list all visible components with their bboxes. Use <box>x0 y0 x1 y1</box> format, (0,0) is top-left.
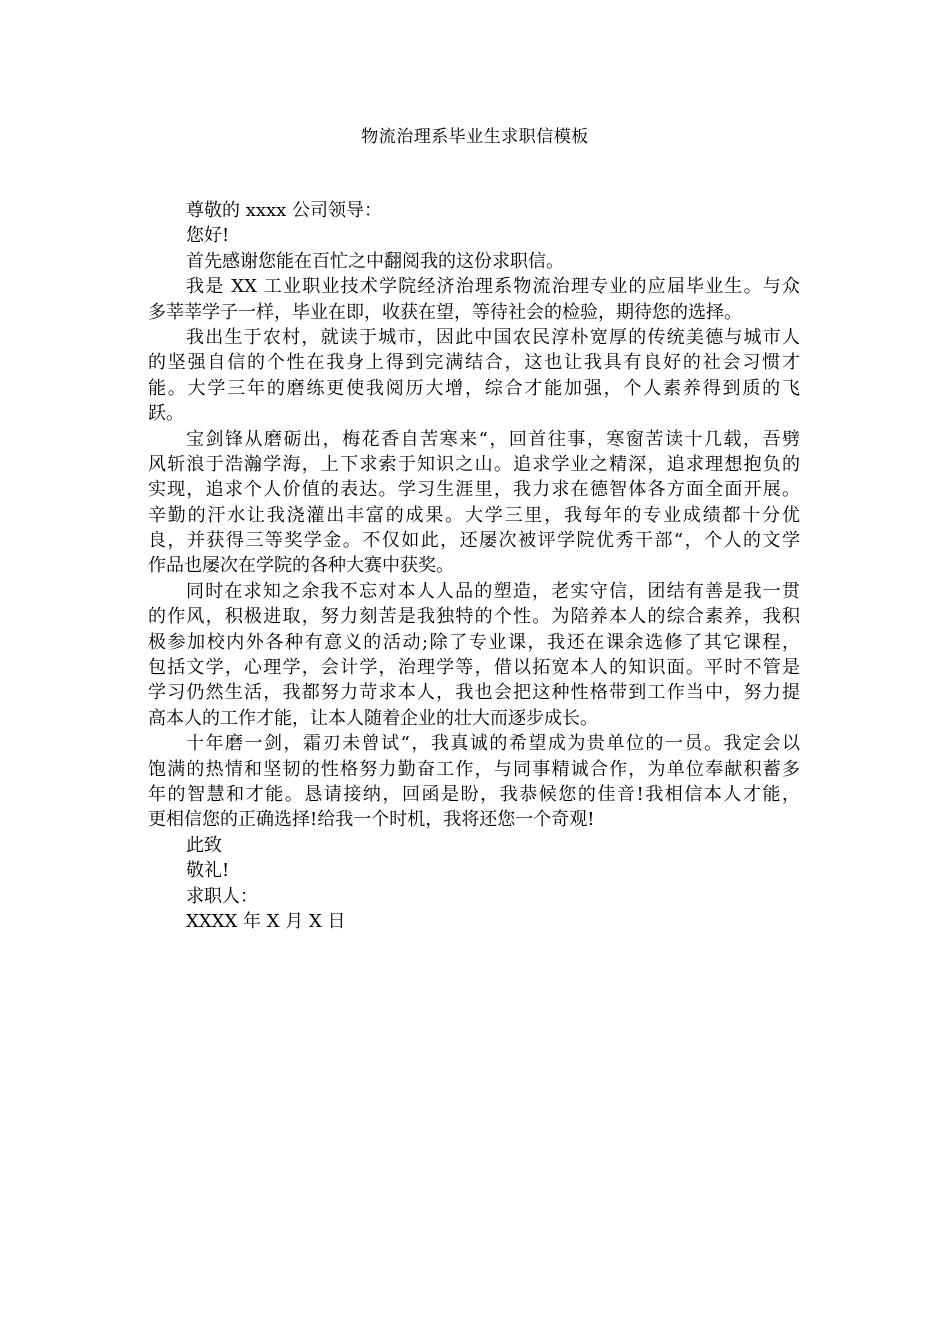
paragraph-line: 作品也屡次在学院的各种大赛中获奖。 <box>148 555 454 577</box>
closing-line: 此致 <box>186 834 222 856</box>
paragraph-line: 能。大学三年的磨练更使我阅历大增，综合才能加强，个人素养得到质的飞 <box>148 377 800 399</box>
document-title: 物流治理系毕业生求职信模板 <box>361 127 589 147</box>
paragraph-line: 我出生于农村，就读于城市，因此中国农民淳朴宽厚的传统美德与城市人 <box>186 326 800 348</box>
paragraph-line: 良，并获得三等奖学金。不仅如此，还屡次被评学院优秀干部“，个人的文学 <box>148 530 800 552</box>
paragraph-line: 首先感谢您能在百忙之中翻阅我的这份求职信。 <box>186 250 564 272</box>
greeting: 您好! <box>186 225 230 247</box>
paragraph-line: 同时在求知之余我不忘对本人人品的塑造，老实守信，团结有善是我一贯 <box>186 580 800 602</box>
paragraph-line: 更相信您的正确选择!给我一个时机，我将还您一个奇观! <box>148 809 595 831</box>
paragraph-line: 我是 XX 工业职业技术学院经济治理系物流治理专业的应届毕业生。与众 <box>186 276 800 298</box>
paragraph-line: 高本人的工作才能，让本人随着企业的壮大而逐步成长。 <box>148 707 598 729</box>
letter-body <box>148 198 800 934</box>
paragraph-line: 学习仍然生活，我都努力苛求本人，我也会把这种性格带到工作当中，努力提 <box>148 682 800 704</box>
paragraph-line: 的坚强自信的个性在我身上得到完满结合，这也让我具有良好的社会习惯才 <box>148 352 800 374</box>
paragraph-line: 风斩浪于浩瀚学海，上下求索于知识之山。追求学业之精深，追求理想抱负的 <box>148 453 800 475</box>
paragraph-line: 极参加校内外各种有意义的活动;除了专业课，我还在课余选修了其它课程， <box>148 631 800 653</box>
paragraph-line: 十年磨一剑，霜刃未曾试“，我真诚的希望成为贵单位的一员。我定会以 <box>186 733 800 755</box>
paragraph-line: 包括文学，心理学，会计学，治理学等，借以拓宽本人的知识面。平时不管是 <box>148 657 800 679</box>
paragraph-line: 辛勤的汗水让我浇灌出丰富的成果。大学三里，我每年的专业成绩都十分优 <box>148 504 800 526</box>
closing-regards: 敬礼! <box>186 860 230 882</box>
salutation: 尊敬的 xxxx 公司领导： <box>186 200 383 221</box>
paragraph-line: 的作风，积极进取，努力刻苦是我独特的个性。为陪养本人的综合素养，我积 <box>148 606 800 628</box>
paragraph-line: 年的智慧和才能。恳请接纳，回函是盼，我恭候您的佳音!我相信本人才能， <box>148 783 800 805</box>
paragraph-line: 饱满的热情和坚韧的性格努力勤奋工作，与同事精诚合作，为单位奉献积蓄多 <box>148 758 800 780</box>
paragraph-line: 跃。 <box>148 403 184 425</box>
date-line: XXXX 年 X 月 X 日 <box>186 910 346 932</box>
signature-label: 求职人： <box>186 885 258 907</box>
paragraph-line: 实现，追求个人价值的表达。学习生涯里，我力求在德智体各方面全面开展。 <box>148 479 800 501</box>
paragraph-line: 宝剑锋从磨砺出，梅花香自苦寒来“，回首往事，寒窗苦读十几载，吾劈 <box>186 428 800 450</box>
paragraph-line: 多莘莘学子一样，毕业在即，收获在望，等待社会的检验，期待您的选择。 <box>148 301 742 323</box>
